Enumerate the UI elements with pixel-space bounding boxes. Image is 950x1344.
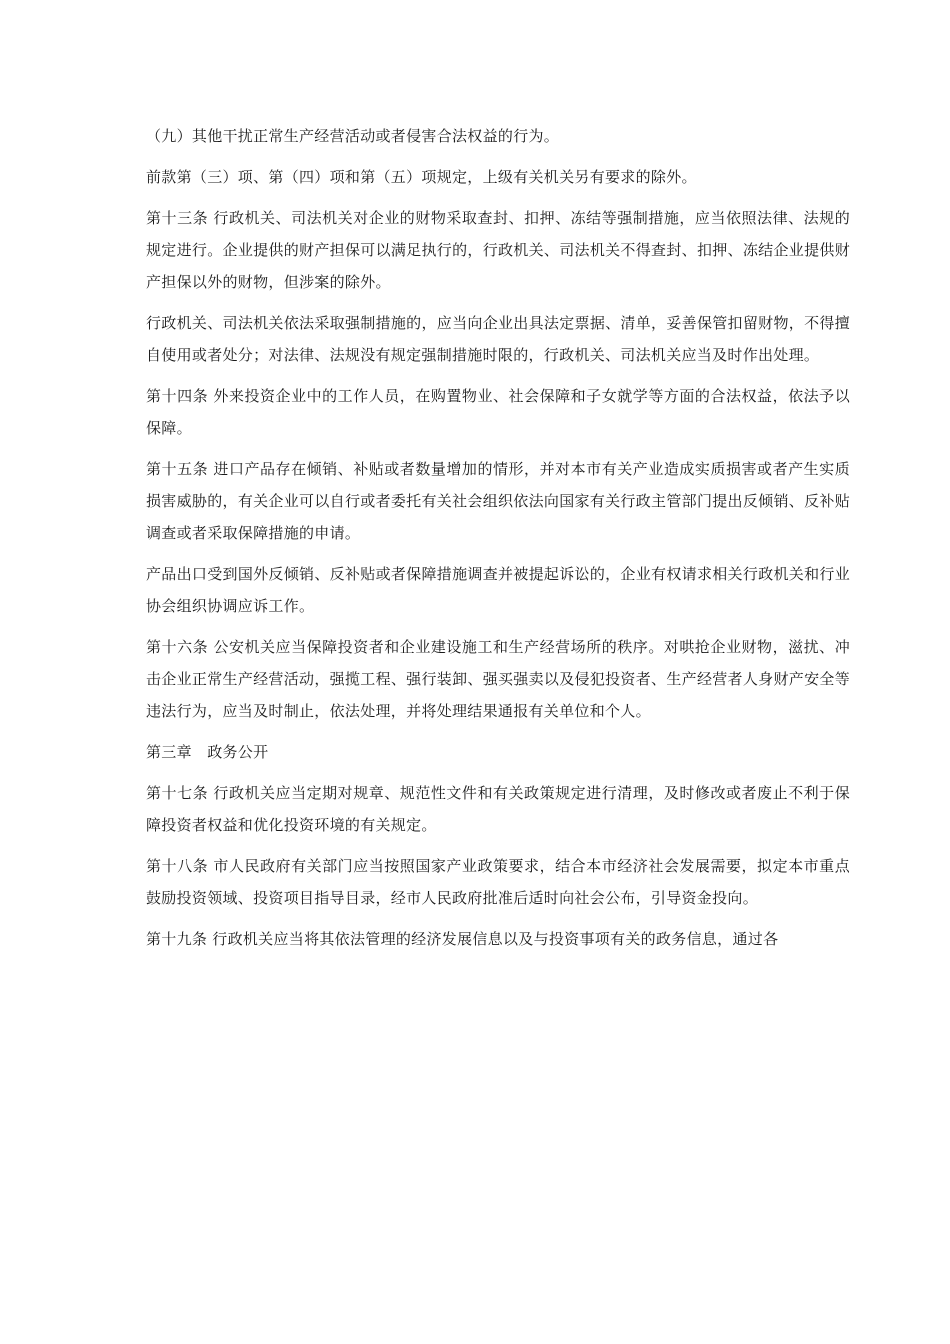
article-17: 第十七条 行政机关应当定期对规章、规范性文件和有关政策规定进行清理，及时修改或者废止不利于保障投资者权益和优化投资环境的有关规定。	[146, 784, 850, 834]
paragraph-item-9: （九）其他干扰正常生产经营活动或者侵害合法权益的行为。	[146, 127, 560, 145]
article-13-clause-2: 行政机关、司法机关依法采取强制措施的，应当向企业出具法定票据、清单，妥善保管扣留财物，不得擅自使用或者处分；对法律、法规没有规定强制措施时限的，行政机关、司法机关应当及时作出处理。	[146, 314, 850, 364]
article-15: 第十五条 进口产品存在倾销、补贴或者数量增加的情形，并对本市有关产业造成实质损害或者产生实质损害威胁的，有关企业可以自行或者委托有关社会组织依法向国家有关行政主管部门提出反倾销、反补贴调查或者采取保障措施的申请。	[146, 460, 850, 542]
document-page	[146, 120, 850, 964]
article-18: 第十八条 市人民政府有关部门应当按照国家产业政策要求，结合本市经济社会发展需要，拟定本市重点鼓励投资领域、投资项目指导目录，经市人民政府批准后适时向社会公布，引导资金投向。	[146, 857, 850, 907]
article-13: 第十三条 行政机关、司法机关对企业的财物采取查封、扣押、冻结等强制措施，应当依照法律、法规的规定进行。企业提供的财产担保可以满足执行的，行政机关、司法机关不得查封、扣押、冻结企业提供财产担保以外的财物，但涉案的除外。	[146, 209, 850, 291]
article-14: 第十四条 外来投资企业中的工作人员，在购置物业、社会保障和子女就学等方面的合法权益，依法予以保障。	[146, 387, 850, 437]
chapter-3-heading: 第三章 政务公开	[146, 743, 269, 761]
article-16: 第十六条 公安机关应当保障投资者和企业建设施工和生产经营场所的秩序。对哄抢企业财物，滋扰、冲击企业正常生产经营活动，强揽工程、强行装卸、强买强卖以及侵犯投资者、生产经营者人身财产安全等违法行为，应当及时制止，依法处理，并将处理结果通报有关单位和个人。	[146, 638, 850, 720]
paragraph-exceptions: 前款第（三）项、第（四）项和第（五）项规定，上级有关机关另有要求的除外。	[146, 168, 697, 186]
article-15-clause-2: 产品出口受到国外反倾销、反补贴或者保障措施调查并被提起诉讼的，企业有权请求相关行政机关和行业协会组织协调应诉工作。	[146, 565, 850, 615]
article-19: 第十九条 行政机关应当将其依法管理的经济发展信息以及与投资事项有关的政务信息，通过各	[146, 930, 779, 948]
